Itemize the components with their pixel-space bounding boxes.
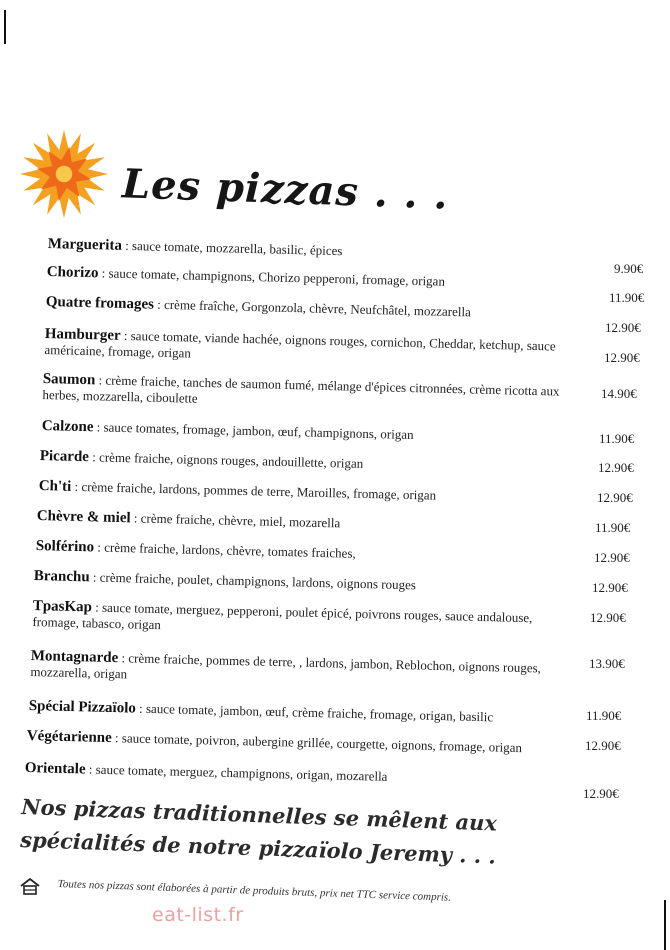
pizza-ingredients: : sauce tomate, merguez, champignons, origan, mozarella	[85, 761, 388, 784]
pizza-price: 12.90€	[597, 490, 633, 505]
pizza-price: 13.90€	[589, 656, 625, 671]
menu-item-text	[34, 568, 574, 597]
pizza-ingredients: : crème fraiche, oignons rouges, andouillette, origan	[88, 449, 364, 471]
pizza-ingredients: : sauce tomates, fromage, jambon, œuf, champignons, origan	[93, 419, 414, 443]
pizza-ingredients: : sauce tomate, mozzarella, basilic, épices	[121, 237, 343, 259]
menu-item-text	[36, 538, 576, 567]
menu-title: Les pizzas . . .	[121, 160, 450, 219]
menu-item-text	[29, 698, 569, 727]
pizza-name: Branchu	[33, 568, 90, 586]
pizza-name: Montagnarde	[30, 648, 119, 667]
pizza-name: Marguerita	[47, 236, 123, 254]
pizza-price: 12.90€	[598, 460, 634, 475]
pizza-name: Spécial Pizzaïolo	[28, 698, 137, 717]
pizza-price: 14.90€	[601, 386, 637, 401]
sun-flower-icon	[18, 128, 110, 220]
pizza-ingredients: : crème fraiche, lardons, pommes de terre, Maroilles, fromage, origan	[71, 478, 437, 503]
pizza-price: 11.90€	[595, 520, 631, 535]
pizza-name: Chorizo	[46, 264, 99, 282]
pizza-price: 12.90€	[585, 738, 621, 753]
pizza-price: 11.90€	[609, 290, 645, 305]
pizza-name: Orientale	[24, 760, 86, 778]
pizza-price: 11.90€	[599, 431, 635, 446]
pizza-ingredients: : crème fraîche, Gorgonzola, chèvre, Neufchâtel, mozzarella	[153, 296, 472, 320]
pizza-ingredients: : crème fraiche, lardons, chèvre, tomates fraiches,	[93, 539, 356, 561]
scan-edge-mark-right	[664, 900, 666, 950]
pizza-name: Saumon	[42, 371, 96, 389]
menu-item-text	[25, 760, 565, 789]
pizza-name: Ch'ti	[38, 478, 72, 495]
menu-item-text	[37, 508, 577, 537]
pizza-name: Hamburger	[44, 326, 121, 344]
pizza-name: Calzone	[41, 418, 94, 436]
pizza-ingredients: : sauce tomate, poivron, aubergine grillée, courgette, oignons, fromage, origan	[111, 730, 523, 756]
scan-edge-mark	[4, 10, 6, 44]
menu-item-text	[42, 418, 582, 447]
pizza-price: 12.90€	[605, 320, 641, 335]
footnote: Toutes nos pizzas sont élaborées à partir de produits bruts, prix net TTC service compris.	[57, 878, 452, 904]
menu-item-text	[27, 728, 567, 757]
menu-item-text	[44, 326, 585, 370]
pizza-price: 11.90€	[586, 708, 622, 723]
watermark: eat-list.fr	[152, 904, 244, 926]
pizza-ingredients: : crème fraiche, poulet, champignons, lardons, oignons rouges	[89, 569, 417, 593]
pizza-ingredients: : sauce tomate, viande hachée, oignons rouges, cornichon, Cheddar, ketchup, sauce américaine, fromage, origan	[44, 327, 556, 361]
menu-item-text	[32, 598, 573, 642]
pizza-price: 12.90€	[583, 786, 619, 801]
pizza-ingredients: : crème fraiche, tanches de saumon fumé, mélange d'épices citronnées, crème ricotta aux herbes, mozzarella, ciboulette	[42, 372, 560, 406]
menu-item-text	[39, 478, 579, 507]
pizza-ingredients: : crème fraiche, chèvre, miel, mozarella	[130, 510, 341, 531]
pizza-price: 12.90€	[590, 610, 626, 625]
pizza-ingredients: : sauce tomate, champignons, Chorizo pepperoni, fromage, origan	[98, 265, 446, 289]
menu-item-text	[42, 371, 583, 415]
menu-item-text	[30, 648, 571, 692]
pizza-ingredients: : crème fraiche, pommes de terre, , lardons, jambon, Reblochon, oignons rouges, mozzarella, origan	[30, 650, 542, 682]
tagline: Nos pizzas traditionnelles se mêlent aux spécialités de notre pizzaïolo Jeremy . . .	[19, 793, 498, 869]
pizza-name: Végétarienne	[26, 728, 112, 747]
pizza-name: TpasKap	[32, 598, 93, 616]
pizza-price: 12.90€	[604, 350, 640, 365]
menu-item-text	[46, 294, 586, 323]
pizza-name: Chèvre & miel	[36, 508, 131, 527]
pizza-name: Quatre fromages	[45, 294, 155, 313]
pizza-name: Picarde	[39, 448, 90, 466]
menu-item-text	[40, 448, 580, 477]
pizza-name: Solférino	[35, 538, 95, 556]
house-icon	[20, 877, 40, 895]
menu-item-text	[48, 236, 588, 265]
pizza-ingredients: : sauce tomate, jambon, œuf, crème fraiche, fromage, origan, basilic	[135, 700, 494, 725]
pizza-ingredients: : sauce tomate, merguez, pepperoni, poulet épicé, poivrons rouges, sauce andalouse, fromage, tabasco, origan	[32, 599, 533, 633]
pizza-price: 9.90€	[614, 261, 644, 276]
menu-item-text	[47, 264, 587, 293]
pizza-price: 12.90€	[592, 580, 628, 595]
pizza-price: 12.90€	[594, 550, 630, 565]
